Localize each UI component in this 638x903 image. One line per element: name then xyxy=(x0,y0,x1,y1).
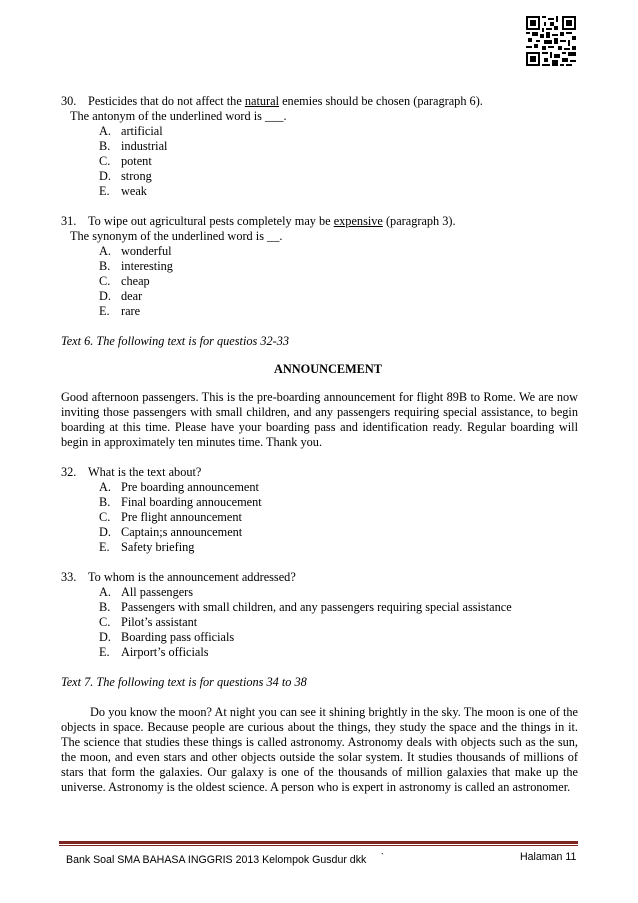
question-number: 30. xyxy=(61,94,77,108)
footer-title: Bank Soal SMA BAHASA INGGRIS 2013 Kelompok Gusdur dkk xyxy=(66,854,367,866)
option-a: A. All passengers xyxy=(99,585,194,599)
footer-rule-thin xyxy=(59,845,578,846)
question-stem: To wipe out agricultural pests completely may be expensive (paragraph 3). xyxy=(88,214,456,228)
underlined-word: expensive xyxy=(333,214,383,228)
question-number: 31. xyxy=(61,214,77,228)
options-30 xyxy=(61,124,578,199)
option-b: B. Final boarding annoucement xyxy=(99,495,262,509)
option-e: E. weak xyxy=(99,184,147,198)
option-b: B. industrial xyxy=(99,139,168,153)
question-32 xyxy=(61,465,578,480)
qr-code-icon xyxy=(526,16,576,66)
moon-paragraph: Do you know the moon? At night you can see it shining brightly in the sky. The moon is one of the objects in space. Because people are curious about the things, they study the space and the things in it. The science that studies these things is called astronomy. Astronomy deals with objects such as the sun, the moon, and even stars and other objects outside the solar system. It studies thousands of millions of stars that form the galaxies. Our galaxy is one of the thousands of million galaxies that make up the universe. Astronomy is the oldest science. A person who is expert in astronomy is called an astronomer. xyxy=(61,705,578,794)
options-33 xyxy=(61,585,578,660)
option-c: C. Pilot’s assistant xyxy=(99,615,198,629)
announcement-title: ANNOUNCEMENT xyxy=(274,362,382,376)
option-a: A. artificial xyxy=(99,124,163,138)
text-6-heading: Text 6. The following text is for questios 32-33 xyxy=(61,334,290,348)
question-number: 32. xyxy=(61,465,77,479)
footer-rule xyxy=(59,841,578,844)
option-e: E. Safety briefing xyxy=(99,540,195,554)
question-33 xyxy=(61,570,578,585)
option-b: B. interesting xyxy=(99,259,173,273)
option-d: D. strong xyxy=(99,169,152,183)
text-7-heading: Text 7. The following text is for questions 34 to 38 xyxy=(61,675,307,689)
option-e: E. rare xyxy=(99,304,141,318)
question-stem: To whom is the announcement addressed? xyxy=(88,570,296,584)
option-d: D. Boarding pass officials xyxy=(99,630,235,644)
option-b: B. Passengers with small children, and any passengers requiring special assistance xyxy=(99,600,512,614)
question-stem: What is the text about? xyxy=(88,465,202,479)
option-c: C. Pre flight announcement xyxy=(99,510,242,524)
option-a: A. Pre boarding announcement xyxy=(99,480,259,494)
option-d: D. dear xyxy=(99,289,143,303)
options-32 xyxy=(61,480,578,555)
option-a: A. wonderful xyxy=(99,244,172,258)
option-c: C. potent xyxy=(99,154,152,168)
footer-mark: ` xyxy=(381,852,384,862)
question-stem: Pesticides that do not affect the natural enemies should be chosen (paragraph 6). xyxy=(88,94,483,108)
question-number: 33. xyxy=(61,570,77,584)
options-31 xyxy=(61,244,578,319)
question-30 xyxy=(61,94,578,109)
option-c: C. cheap xyxy=(99,274,150,288)
announcement-paragraph: Good afternoon passengers. This is the pre-boarding announcement for flight 89B to Rome. We are now inviting those passengers with small children, and any passengers requiring special assistance, to begin boarding at this time. Please have your boarding pass and identification ready. Regular boarding will begin in approximately ten minutes time. Thank you. xyxy=(61,390,578,449)
option-d: D. Captain;s announcement xyxy=(99,525,243,539)
question-31 xyxy=(61,214,578,229)
question-instruction: The synonym of the underlined word is __. xyxy=(70,229,283,243)
underlined-word: natural xyxy=(244,94,280,108)
page-number: Halaman 11 xyxy=(520,851,577,863)
document-body xyxy=(61,94,578,795)
option-e: E. Airport’s officials xyxy=(99,645,209,659)
question-instruction: The antonym of the underlined word is ___. xyxy=(70,109,287,123)
